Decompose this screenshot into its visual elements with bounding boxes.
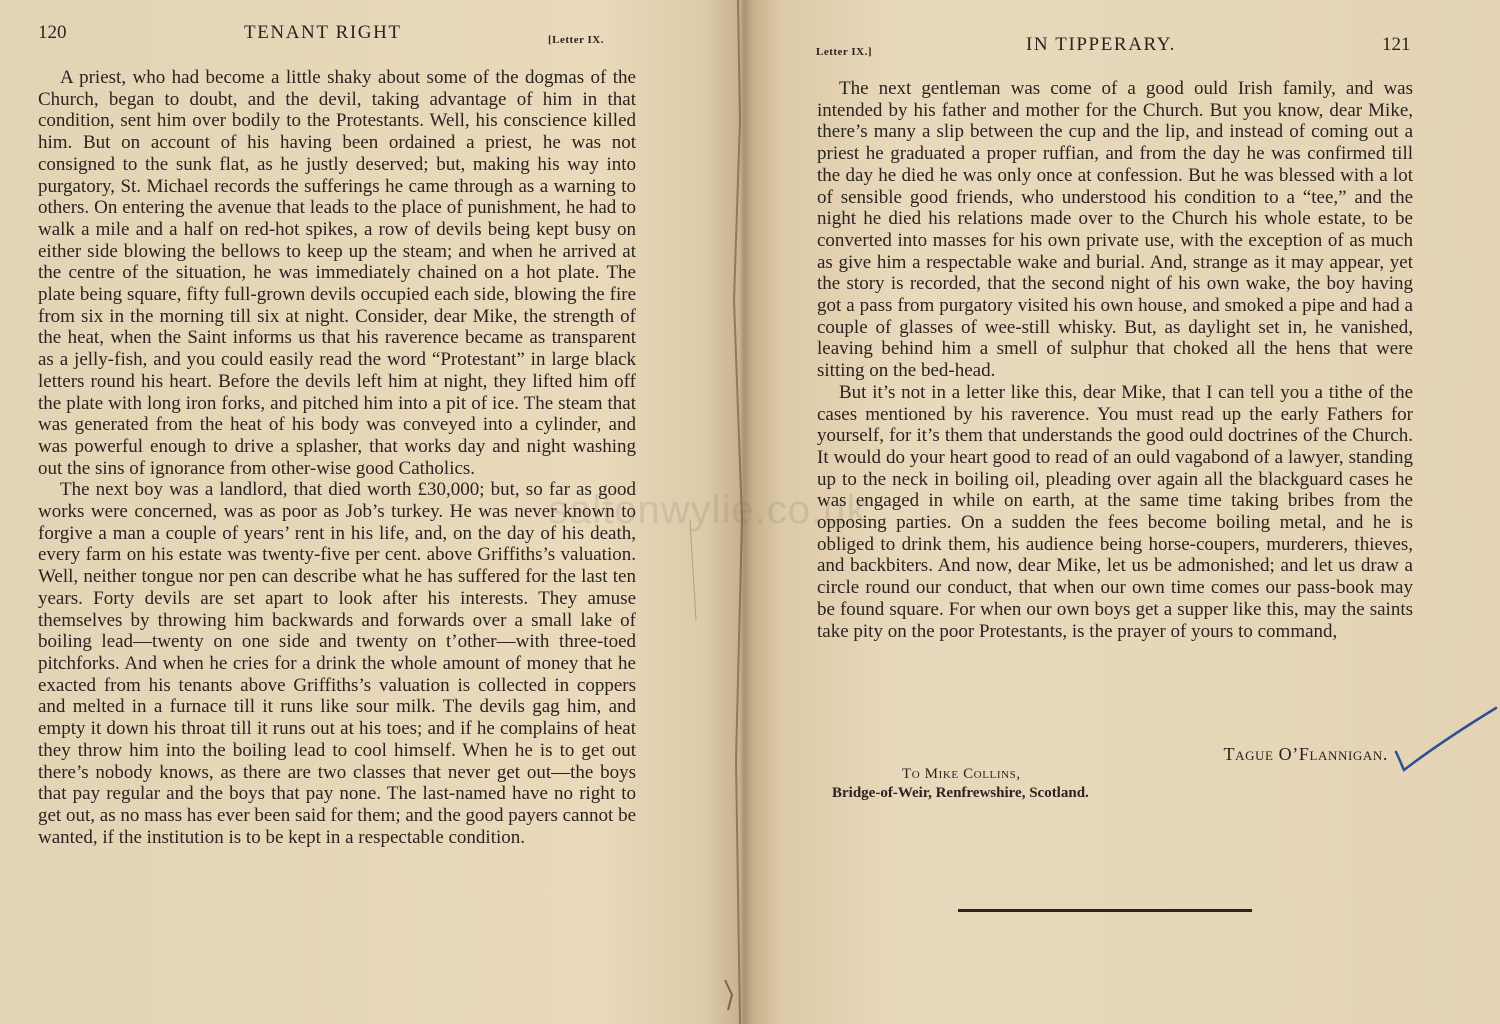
watermark-text: saltonwylie.co.uk [548, 488, 868, 532]
end-rule [958, 909, 1252, 912]
paragraph: The next gentleman was come of a good ould Irish family, and was intended by his father and mother for the Church. But you know, dear Mike, there’s many a slip between the cup and the lip, and instead of coming out a priest he graduated a proper ruffian, and from the day he was confirmed till the day he died he was only once at confession. But he was blessed with a lot of sensible good friends, who understood his condition to a “tee,” and the night he died his relations made over to the Church his whole estate, to be converted into masses for his own private use, with the exception of as much as give him a respectable wake and burial. And, strange as it may appear, yet the story is recorded, that the second night of his own wake, the boy having got a pass from purgatory visited his own house, and smoked a pipe and had a couple of glasses of wee-still whisky. But, as daylight set in, he vanished, leaving behind him a smell of sulphur that choked all the hens that were sitting on the bed-head. [817, 78, 1413, 382]
left-page-body [38, 67, 636, 848]
signature: Tague O’Flannigan. [1223, 744, 1388, 764]
paragraph: But it’s not in a letter like this, dear Mike, that I can tell you a tithe of the cases mentioned by his raverence. You must read up the early Fathers for yourself, for it’s them that understands the good ould doctrines of the Church. It would do your heart good to read of an ould vagabond of a lawyer, standing up to the neck in boiling oil, pleading over again all the blackguard cases he was engaged in while on earth, at the same time taking bribes from the opposing parties. On a sudden the fees become boiling metal, and he is obliged to drink them, his audience being horse-coupers, murderers, thieves, and backbiters. And now, dear Mike, let us be admonished; and let us draw a circle round our conduct, that when our own time comes our pass-book may be found square. For when our own boys get a supper like this, may the saints take pity on the poor Protestants, is the prayer of yours to command, [817, 381, 1413, 642]
address-recipient: To Mike Collins, [902, 766, 1021, 782]
pen-check-mark-icon [1390, 700, 1500, 780]
address-location: Bridge-of-Weir, Renfrewshire, Scotland. [832, 785, 1089, 801]
page-number-left: 120 [38, 22, 67, 43]
right-page [740, 0, 1500, 1024]
running-title-right: IN TIPPERARY. [1026, 34, 1176, 55]
paragraph: The next boy was a landlord, that died worth £30,000; but, so far as good works were concerned, was as poor as Job’s turkey. He was never known to forgive a man a couple of years’ rent in his life, and, on the day of his death, every farm on his estate was twenty-five per cent. above Griffiths’s valuation. Well, neither tongue nor pen can describe what he has suffered for the last ten years. Forty devils are set apart to look after his interests. They amuse themselves by throwing him backwards and forwards over a small lake of boiling lead—twenty on one side and twenty on t’other—with three-toed pitchforks. And when he cries for a drink the whole amount of money that he exacted from his tenants above Griffiths’s valuation is collected in coppers and melted in a furnace till it runs like sour milk. The devils gag him, and empty it down his throat till it runs out at his toes; and if he complains of heat they throw him into the boiling lead to cool himself. When he is to get out there’s nobody knows, as there are two classes that never get out—the boys that pay regular and the boys that pay none. The last-named have no right to get out, as no mass has ever been said for them; and the good payers cannot be wanted, if the institution is to be kept in a respectable condition. [38, 479, 636, 848]
paragraph: A priest, who had become a little shaky about some of the dogmas of the Church, began to doubt, and the devil, taking advantage of him in that condition, sent him over bodily to the Protestants. Well, his conscience killed him. But on account of his having been ordained a priest, he was not consigned to the sunk flat, as he justly deserved; but, making his way into purgatory, St. Michael records the sufferings he came through as a warning to others. On entering the avenue that leads to the place of punishment, he had to walk a mile and a half on red-hot spikes, a row of devils being kept busy on either side blowing the bellows to keep up the steam; and when he arrived at the centre of the situation, he was immediately chained on a hot plate. The plate being square, fifty full-grown devils occupied each side, blowing the fire from six in the morning till six at night. Consider, dear Mike, the strength of the heat, when the Saint informs us that his raverence became as transparent as a jelly-fish, and you could easily read the word “Protestant” in large black letters round his heart. Before the devils left him at night, they lifted him off the plate with long iron forks, and pitched him into a pit of ice. The steam that was generated from the heat of his body was conveyed into a cylinder, and was powerful enough to drive a splasher, that works day and night washing out the sins of ignorance from other-wise good Catholics. [38, 67, 636, 479]
left-page [0, 0, 740, 1024]
right-page-body [817, 78, 1413, 642]
letter-reference-right: Letter IX.] [816, 46, 872, 58]
letter-reference-left: [Letter IX. [548, 34, 604, 46]
page-number-right: 121 [1382, 34, 1411, 55]
running-title-left: TENANT RIGHT [244, 22, 402, 43]
